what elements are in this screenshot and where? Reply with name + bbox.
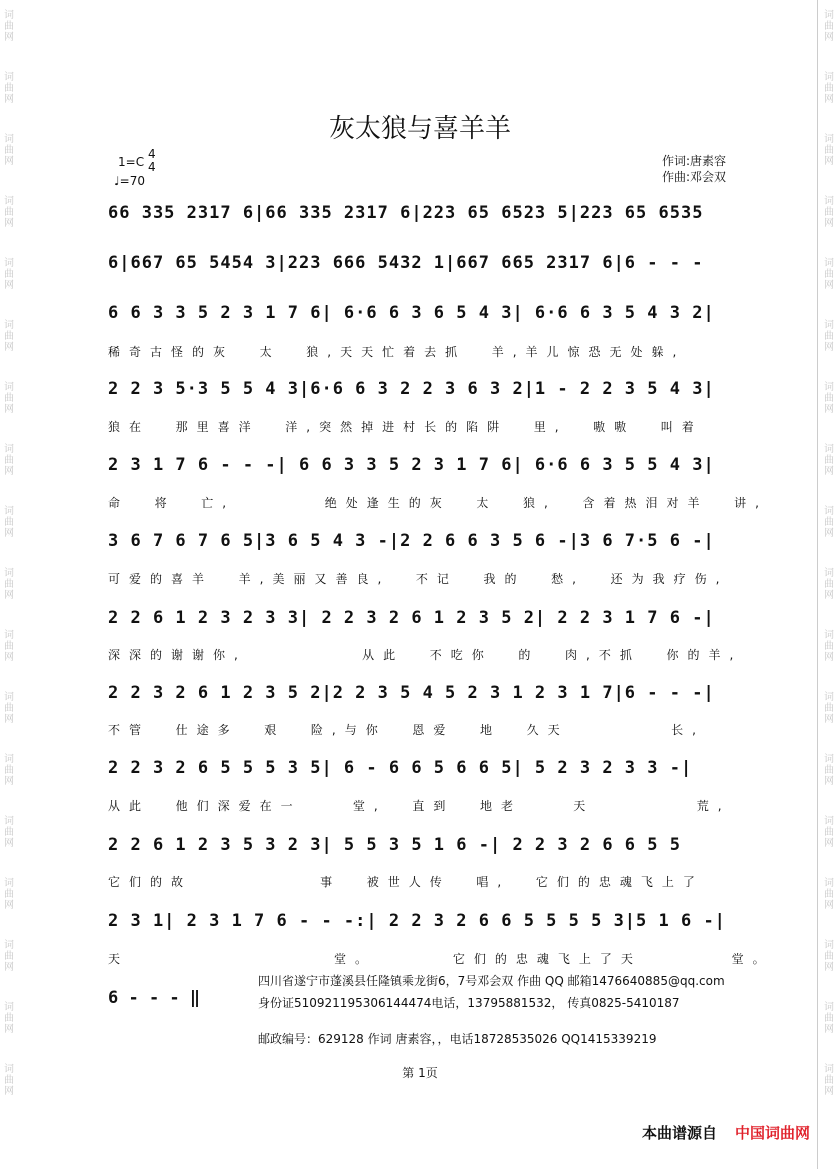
- lyric-row: 稀奇古怪的灰 太 狼,天天忙着去抓 羊,羊儿惊恐无处躲,: [108, 345, 686, 359]
- watermark-text: 词 曲 网: [4, 630, 14, 663]
- watermark-text: 词 曲 网: [824, 754, 834, 787]
- notation-row: 3 6 7 6 7 6 5|3 6 5 4 3 -|2 2 6 6 3 5 6 -|3 6 7·5 6 -|: [108, 531, 715, 551]
- watermark-text: 词 曲 网: [4, 816, 14, 849]
- notation-row: 2 2 6 1 2 3 2 3 3| 2 2 3 2 6 1 2 3 5 2| 2 2 3 1 7 6 -|: [108, 608, 715, 628]
- lyric-row: 不管 仕途多 艰 险,与你 恩爱 地 久天 长,: [108, 723, 705, 737]
- watermark-text: 词 曲 网: [4, 1002, 14, 1035]
- watermark-text: 词 曲 网: [824, 382, 834, 415]
- lyric-row: 可爱的喜羊 羊,美丽又善良, 不记 我的 愁, 还为我疗伤,: [108, 572, 729, 586]
- lyricist: 作词:唐素容: [662, 154, 727, 168]
- watermark-text: 词 曲 网: [4, 506, 14, 539]
- watermark-text: 词 曲 网: [824, 444, 834, 477]
- notation-row: 2 2 3 2 6 1 2 3 5 2|2 2 3 5 4 5 2 3 1 2 3 1 7|6 - - -|: [108, 683, 715, 703]
- watermark-text: 词 曲 网: [4, 134, 14, 167]
- time-signature-bottom: 4: [148, 160, 156, 174]
- watermark-text: 词 曲 网: [824, 816, 834, 849]
- watermark-text: 词 曲 网: [824, 72, 834, 105]
- composer: 作曲:邓会双: [662, 170, 727, 184]
- notation-row: 2 2 6 1 2 3 5 3 2 3| 5 5 3 5 1 6 -| 2 2 3 2 6 6 5 5: [108, 835, 681, 855]
- lyric-row: 命 将 亡, 绝处逢生的灰 太 狼, 含着热泪对羊 讲,: [108, 496, 768, 510]
- watermark-text: 词 曲 网: [824, 878, 834, 911]
- notation-row: 2 3 1| 2 3 1 7 6 - - -:| 2 2 3 2 6 6 5 5 5 5 3|5 1 6 -|: [108, 911, 726, 931]
- watermark-text: 词 曲 网: [4, 1064, 14, 1097]
- notation-row: 2 3 1 7 6 - - -| 6 6 3 3 5 2 3 1 7 6| 6·6 6 3 5 5 4 3|: [108, 455, 715, 475]
- watermark-text: 词 曲 网: [4, 568, 14, 601]
- watermark-text: 词 曲 网: [824, 1002, 834, 1035]
- watermark-text: 词 曲 网: [824, 568, 834, 601]
- watermark-text: 词 曲 网: [4, 10, 14, 43]
- right-watermark-strip: [817, 0, 840, 1169]
- lyric-row: 狼在 那里喜洋 洋,突然掉进村长的陷阱 里, 嗷嗷 叫着: [108, 420, 703, 434]
- contact-line-1: 四川省遂宁市蓬溪县任隆镇乘龙街6，7号邓会双 作曲 QQ 邮箱1476640885@qq.com: [258, 974, 725, 988]
- watermark-text: 词 曲 网: [4, 754, 14, 787]
- watermark-text: 词 曲 网: [824, 258, 834, 291]
- lyric-row: 它们的故 事 被世人传 唱, 它们的忠魂飞上了: [108, 875, 704, 889]
- key-signature: 1=C: [118, 155, 145, 169]
- notation-row: 6|667 65 5454 3|223 666 5432 1|667 665 2317 6|6 - - -: [108, 253, 704, 273]
- notation-row: 66 335 2317 6|66 335 2317 6|223 65 6523 5|223 65 6535: [108, 203, 704, 223]
- watermark-text: 词 曲 网: [824, 1064, 834, 1097]
- final-notes: 6 - - - ‖: [108, 988, 201, 1008]
- source-brand: 中国词曲网: [734, 1124, 810, 1142]
- watermark-text: 词 曲 网: [4, 444, 14, 477]
- source-credit: [642, 1122, 810, 1143]
- watermark-text: 词 曲 网: [4, 692, 14, 725]
- notation-row: 2 2 3 2 6 5 5 5 3 5| 6 - 6 6 5 6 6 5| 5 2 3 2 3 3 -|: [108, 758, 693, 778]
- watermark-text: 词 曲 网: [824, 506, 834, 539]
- watermark-text: 词 曲 网: [4, 72, 14, 105]
- credits: [662, 153, 726, 185]
- lyric-row: 天 堂。 它们的忠魂飞上了天 堂。: [108, 952, 774, 966]
- notation-row: 6 6 3 3 5 2 3 1 7 6| 6·6 6 3 6 5 4 3| 6·6 6 3 5 4 3 2|: [108, 303, 715, 323]
- watermark-text: 词 曲 网: [4, 258, 14, 291]
- source-label: 本曲谱源自: [641, 1124, 717, 1142]
- watermark-text: 词 曲 网: [824, 134, 834, 167]
- time-signature: [148, 148, 156, 174]
- song-title: 灰太狼与喜羊羊: [328, 114, 511, 144]
- watermark-text: 词 曲 网: [4, 878, 14, 911]
- page-number: 第 1页: [402, 1066, 438, 1080]
- watermark-text: 词 曲 网: [4, 940, 14, 973]
- watermark-text: 词 曲 网: [824, 630, 834, 663]
- watermark-text: 词 曲 网: [824, 196, 834, 229]
- time-signature-top: 4: [148, 147, 156, 161]
- watermark-text: 词 曲 网: [4, 196, 14, 229]
- contact-line-3: 邮政编号：629128 作词 唐素容，，电话18728535026 QQ1415339219: [258, 1032, 657, 1046]
- watermark-text: 词 曲 网: [824, 692, 834, 725]
- contact-line-2: 身份证510921195306144474电话，13795881532， 传真0825-5410187: [258, 996, 680, 1010]
- watermark-text: 词 曲 网: [824, 10, 834, 43]
- watermark-text: 词 曲 网: [824, 320, 834, 353]
- watermark-text: 词 曲 网: [4, 320, 14, 353]
- watermark-text: 词 曲 网: [824, 940, 834, 973]
- lyric-row: 从此 他们深爱在一 堂, 直到 地老 天 荒,: [108, 799, 731, 813]
- tempo-marking: ♩=70: [114, 174, 145, 188]
- left-watermark-strip: [0, 0, 18, 1169]
- lyric-row: 深深的谢谢你, 从此 不吃你 的 肉,不抓 你的羊,: [108, 648, 743, 662]
- notation-row: 2 2 3 5·3 5 5 4 3|6·6 6 3 2 2 3 6 3 2|1 - 2 2 3 5 4 3|: [108, 379, 715, 399]
- watermark-text: 词 曲 网: [4, 382, 14, 415]
